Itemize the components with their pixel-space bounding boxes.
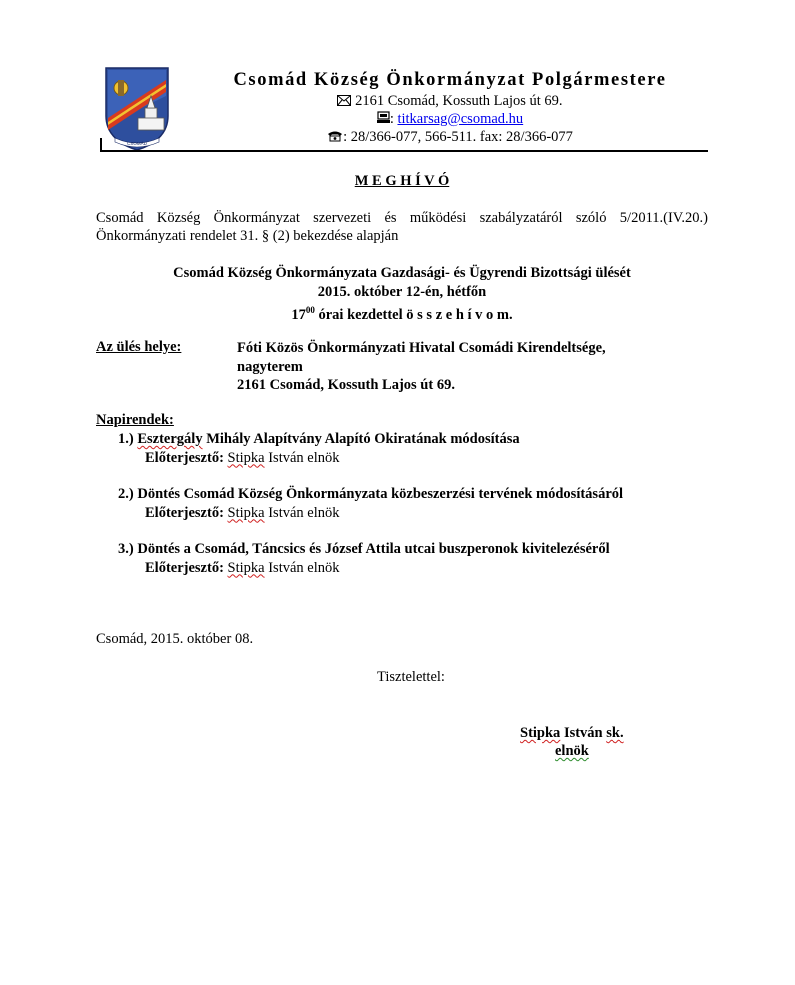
agenda-item-title: Döntés a Csomád, Táncsics és József Attila utcai buszperonok kivitelezéséről [137,541,610,557]
signature-title [555,743,589,760]
presenter-name-marked: Stipka [227,504,265,521]
location-details [237,339,697,395]
header-email-line: : titkarsag@csomad.hu [190,111,710,129]
computer-icon [377,111,390,129]
signature-name-marked: Stipka [520,725,561,741]
location-line-1: Fóti Közös Önkormányzati Hivatal Csomádi Kirendeltsége, [237,340,606,356]
agenda-item-title: Döntés Csomád Község Önkormányzata közbeszerzési tervének módosításáról [137,486,624,502]
agenda-item-title: Mihály Alapítvány Alapító Okiratának módosítása [202,431,520,447]
location-line-3: 2161 Csomád, Kossuth Lajos út 69. [237,377,455,393]
agenda-item-number: 3.) [118,541,134,557]
agenda-label: Napirendek: [96,412,174,428]
email-link[interactable]: titkarsag@csomad.hu [397,111,524,127]
location-line-2: nagyterem [237,358,303,375]
summons-line-2: 2015. október 12-én, hétfőn [317,283,487,300]
summons-line-3: $17^{00}$ órai kezdettel ö s s z e h í v o m. [291,305,513,323]
summons-time-sup: 00 [305,305,315,315]
header-title: Csomád Község Önkormányzat Polgármestere [233,70,667,90]
presenter-label: Előterjesztő: [145,449,224,466]
list-item [96,540,708,577]
presenter-label: Előterjesztő: [145,559,224,576]
greeting: Tisztelettel: [377,669,445,685]
presenter-name: István elnök [264,559,340,576]
crest-text: CSOMÁD [127,141,147,146]
telephone-icon [327,130,343,147]
intro-line-2: Önkormányzati rendelet 31. § (2) bekezdése alapján [96,228,399,244]
agenda-item-number: 2.) [118,486,134,502]
presenter-name-marked: Stipka [227,449,265,466]
header-address-line [190,93,710,111]
summons-time: 17 [291,306,306,323]
date-line: Csomád, 2015. október 08. [96,631,254,647]
signature-name: Stipka István sk. [520,725,624,741]
header-phone-line: : 28/366-077, 566-511. fax: 28/366-077 [190,129,710,147]
intro-line-1: Csomád Község Önkormányzat szervezeti és működési szabályzatáról szóló 5/2011.(IV.20.) [96,210,708,226]
signature-sk: sk. [606,725,624,741]
header-phone: 28/366-077, 566-511. fax: 28/366-077 [350,129,573,145]
list-item [96,430,708,467]
presenter-label: Előterjesztő: [145,504,224,521]
summons-spaced: ö s s z e h í v o m. [406,306,513,323]
list-item [96,485,708,522]
presenter-name-marked: Stipka [227,559,265,576]
coat-of-arms-logo [103,66,171,152]
agenda-item-title-marked: Esztergály [137,431,203,447]
intro-paragraph [96,209,708,245]
summons-line-1: Csomád Község Önkormányzata Gazdasági- és Ügyrendi Bizottsági ülését [173,265,631,281]
agenda-item-number: 1.) [118,431,134,447]
summons-block [96,264,708,324]
header-divider [100,150,708,152]
invitation-heading: M E G H Í V Ó [354,173,450,189]
signature-title-text: elnök [555,743,589,759]
presenter-name: István elnök [264,449,340,466]
header-address: 2161 Csomád, Kossuth Lajos út 69. [355,93,563,109]
presenter-name: István elnök [264,504,340,521]
envelope-icon [337,94,351,111]
location-label: Az ülés helye: [96,339,182,355]
